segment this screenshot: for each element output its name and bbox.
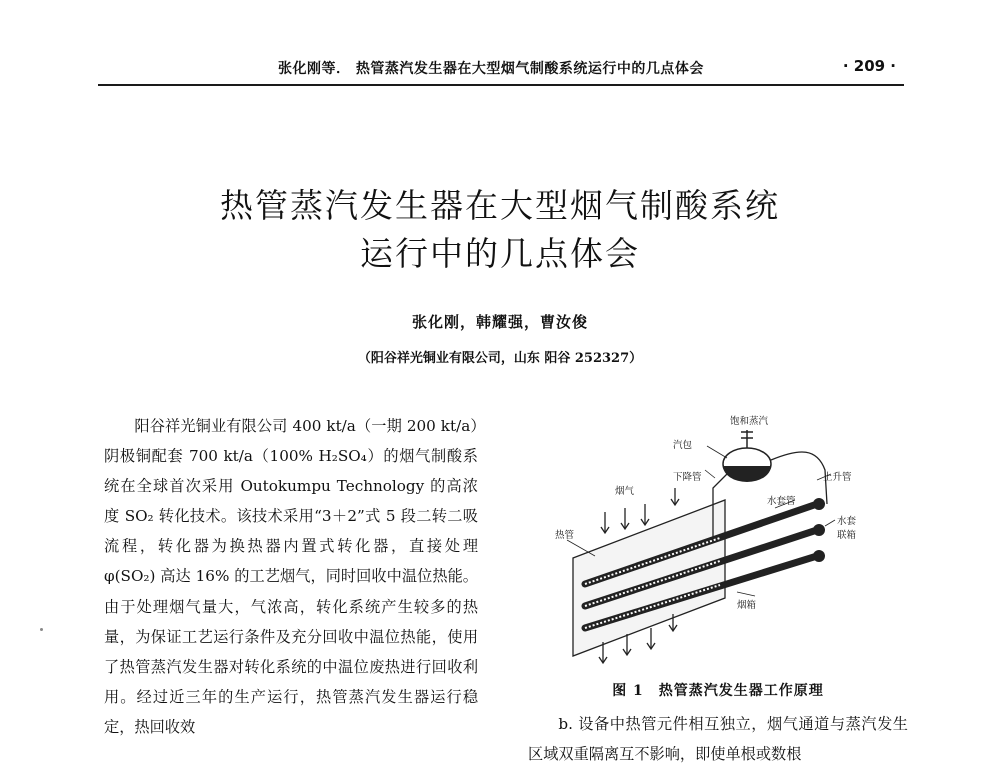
label-header-suffix: 联箱 [837,530,857,541]
label-heat-pipe: 热管 [555,530,575,541]
label-water-jacket-header: 水套 [837,516,857,527]
article-title-line1: 热管蒸汽发生器在大型烟气制酸系统 [220,186,780,225]
article-title-line2: 运行中的几点体会 [360,234,640,273]
label-riser: 上升管 [823,472,852,483]
running-title: 张化刚等． 热管蒸汽发生器在大型烟气制酸系统运行中的几点体会 [278,61,704,77]
steam-drum [723,430,771,482]
running-header [98,52,904,86]
label-water-jacket-pipe: 水套管 [767,496,796,507]
label-downcomer: 下降管 [673,472,702,483]
body-left-column [104,411,478,742]
body-paragraph: 阳谷祥光铜业有限公司 400 kt/a（一期 200 kt/a）阴极铜配套 700 kt/a（100% H₂SO₄）的烟气制酸系统在全球首次采用 Outokumpu Technology 的高浓度 SO₂ 转化技术。该技术采用“3＋2”式 5 段二转二吸流程，转化器为换热器内置式转化器，直接处理 φ(SO₂) 高达 16% 的工艺烟气，同时回收中温位热能。由于处理烟气量大，气浓高，转化系统产生较多的热量，为保证工艺运行条件及充分回收中温位热能，使用了热管蒸汽发生器对转化系统的中温位废热进行回收利用。经过近三年的生产运行，热管蒸汽发生器运行稳定，热回收效 [104,417,478,736]
label-flue-gas: 烟气 [615,486,635,497]
label-flue-box: 烟箱 [737,600,757,611]
author-list: 张化刚，韩耀强，曹汝俊 [411,313,588,331]
page-number: · 209 · [842,57,896,75]
body-right-column [528,709,908,769]
scan-speck [40,628,43,631]
label-steam-drum: 汽包 [673,440,693,451]
label-saturated-steam: 饱和蒸汽 [730,416,769,427]
heat-pipe-schematic [555,408,875,670]
figure-heat-pipe-diagram [555,408,875,670]
affiliation: （阳谷祥光铜业有限公司，山东 阳谷 252327） [357,351,643,366]
figure-caption: 图 1 热管蒸汽发生器工作原理 [612,683,824,699]
body-paragraph-b: b. 设备中热管元件相互独立，烟气通道与蒸汽发生区域双重隔离互不影响，即使单根或数根 [528,715,908,764]
